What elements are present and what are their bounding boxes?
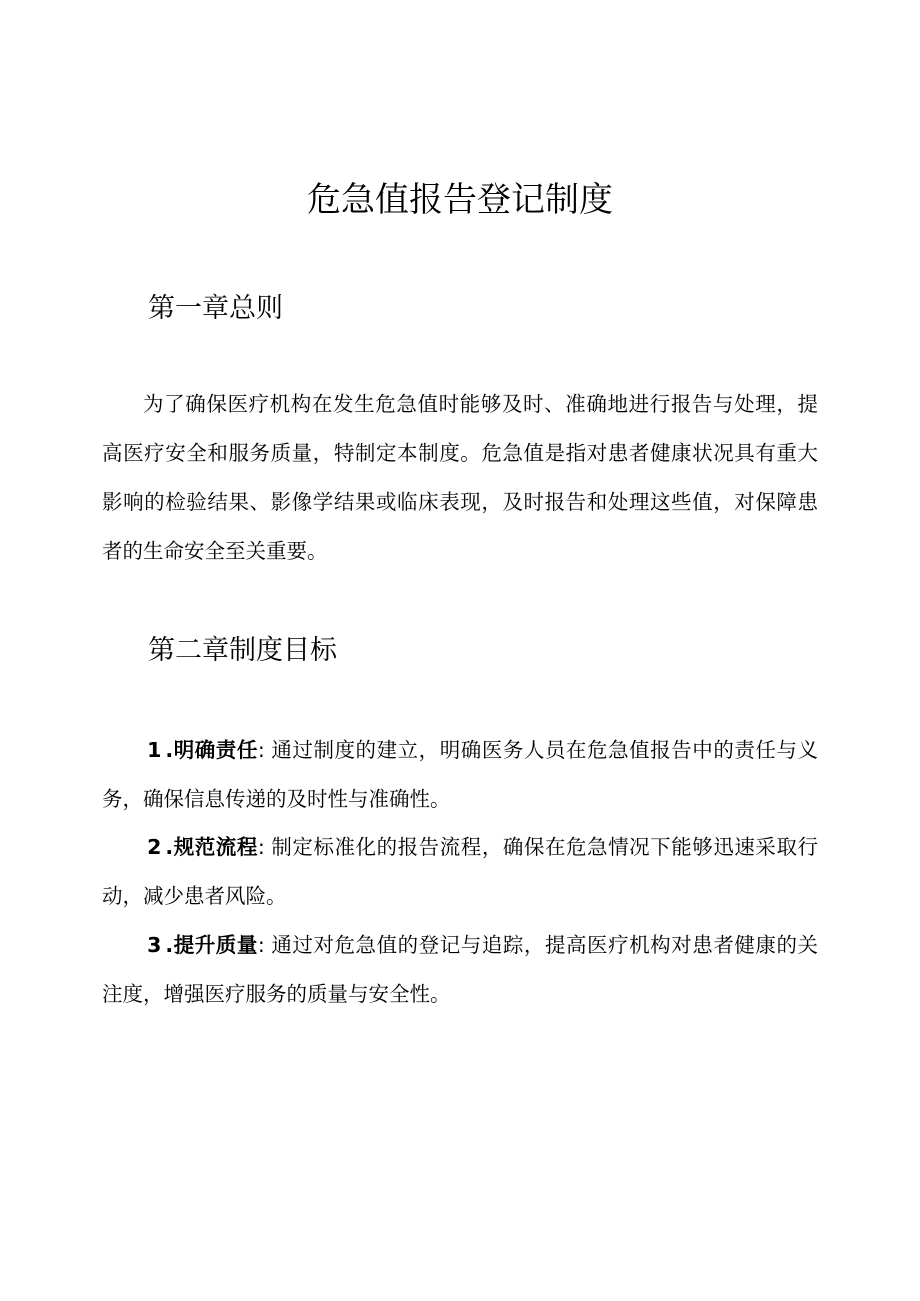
goal-item-3 xyxy=(102,921,818,1019)
document-title: 危急值报告登记制度 xyxy=(307,180,613,220)
goal-item-colon: : xyxy=(257,738,265,762)
goal-item-number: 3 xyxy=(147,933,162,957)
goal-item-2 xyxy=(102,823,818,921)
chapter-2-heading: 第二章制度目标 xyxy=(148,635,337,666)
goal-item-label: .提升质量 xyxy=(165,933,258,957)
goal-item-colon: : xyxy=(257,933,265,957)
goal-item-colon: : xyxy=(257,835,265,859)
chapter-1-heading: 第一章总则 xyxy=(148,293,283,324)
goal-item-label: .规范流程 xyxy=(165,835,258,859)
goal-item-label: .明确责任 xyxy=(165,738,258,762)
goal-item-text: 制定标准化的报告流程，确保在危急情况下能够迅速采取行动，减少患者风险。 xyxy=(102,835,819,908)
goal-item-text: 通过对危急值的登记与追踪，提高医疗机构对患者健康的关注度，增强医疗服务的质量与安全性。 xyxy=(102,933,819,1006)
goal-item-number: 1 xyxy=(147,738,162,762)
goal-item-text: 通过制度的建立，明确医务人员在危急值报告中的责任与义务，确保信息传递的及时性与准确性。 xyxy=(102,738,819,811)
goal-item-number: 2 xyxy=(147,835,162,859)
goal-item-1 xyxy=(102,726,818,824)
chapter-1-paragraph: 为了确保医疗机构在发生危急值时能够及时、准确地进行报告与处理，提高医疗安全和服务质量，特制定本制度。危急值是指对患者健康状况具有重大影响的检验结果、影像学结果或临床表现，及时报告和处理这些值，对保障患者的生命安全至关重要。 xyxy=(102,392,818,563)
